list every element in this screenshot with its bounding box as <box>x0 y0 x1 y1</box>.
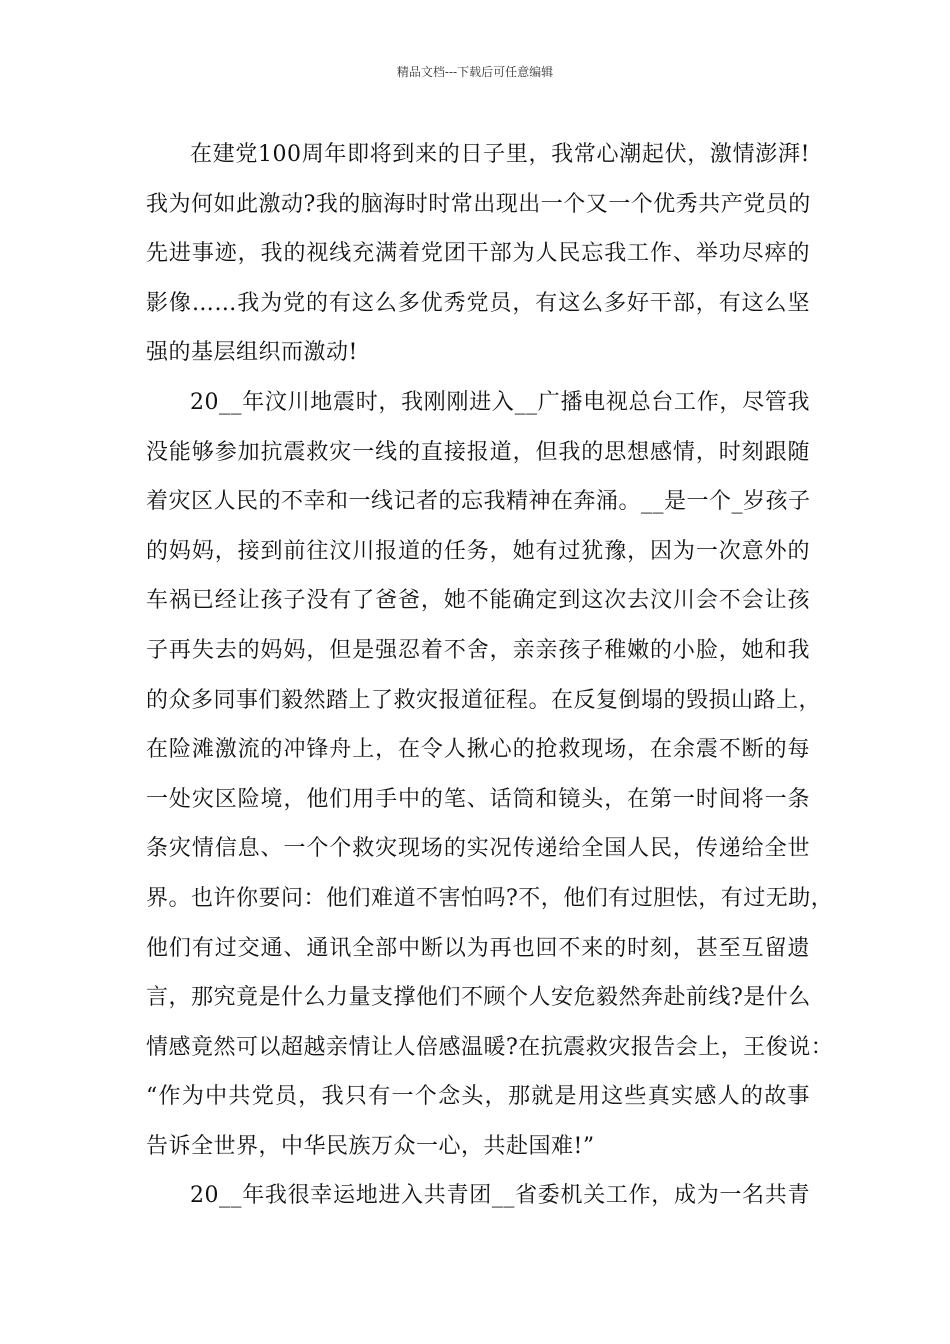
document-body <box>146 130 834 1221</box>
text-line: 在建党100周年即将到来的日子里，我常心潮起伏，激情澎湃! <box>190 142 810 167</box>
paragraph-3 <box>146 1171 810 1221</box>
text-line: 他们有过交通、通讯全部中断以为再也回不来的时刻，甚至互留遗 <box>146 935 810 961</box>
text-line: 界。也许你要问：他们难道不害怕吗?不，他们有过胆怯，有过无助， <box>146 885 834 911</box>
text-line: 在险滩激流的冲锋舟上，在令人揪心的抢救现场，在余震不断的每 <box>146 737 810 763</box>
paragraph-2 <box>146 378 834 1172</box>
text-line: 子再失去的妈妈，但是强忍着不舍，亲亲孩子稚嫩的小脸，她和我 <box>146 637 810 663</box>
text-line: 一处灾区险境，他们用手中的笔、话筒和镜头，在第一时间将一条 <box>146 786 810 812</box>
text-line: 的妈妈，接到前往汶川报道的任务，她有过犹豫，因为一次意外的 <box>146 538 810 564</box>
text-line: 先进事迹，我的视线充满着党团干部为人民忘我工作、举功尽瘁的 <box>146 241 810 267</box>
text-line: 强的基层组织而激动! <box>146 340 358 366</box>
text-line: 情感竟然可以超越亲情让人倍感温暖?在抗震救灾报告会上，王俊说： <box>146 1034 834 1060</box>
text-line: 没能够参加抗震救灾一线的直接报道，但我的思想感情，时刻跟随 <box>146 439 810 465</box>
text-line: 着灾区人民的不幸和一线记者的忘我精神在奔涌。__是一个_岁孩子 <box>146 489 811 515</box>
text-line: 的众多同事们毅然踏上了救灾报道征程。在反复倒塌的毁损山路上， <box>146 687 822 713</box>
text-line: 影像……我为党的有这么多优秀党员，有这么多好干部，有这么坚 <box>146 290 810 316</box>
text-line: “作为中共党员，我只有一个念头，那就是用这些真实感人的故事 <box>146 1084 810 1110</box>
text-line: 20__年我很幸运地进入共青团__省委机关工作，成为一名共青 <box>190 1183 810 1209</box>
text-line: 车祸已经让孩子没有了爸爸，她不能确定到这次去汶川会不会让孩 <box>146 588 810 614</box>
paragraph-1 <box>146 130 810 378</box>
text-line: 20__年汶川地震时，我刚刚进入__广播电视总台工作，尽管我 <box>190 389 810 415</box>
text-line: 告诉全世界，中华民族万众一心，共赴国难!” <box>146 1133 595 1159</box>
text-line: 我为何如此激动?我的脑海时时常出现出一个又一个优秀共产党员的 <box>146 191 811 217</box>
page-header: 精品文档---下载后可任意编辑 <box>396 65 554 79</box>
text-line: 言，那究竟是什么力量支撑他们不顾个人安危毅然奔赴前线?是什么 <box>146 985 811 1011</box>
text-line: 条灾情信息、一个个救灾现场的实况传递给全国人民，传递给全世 <box>146 836 810 862</box>
